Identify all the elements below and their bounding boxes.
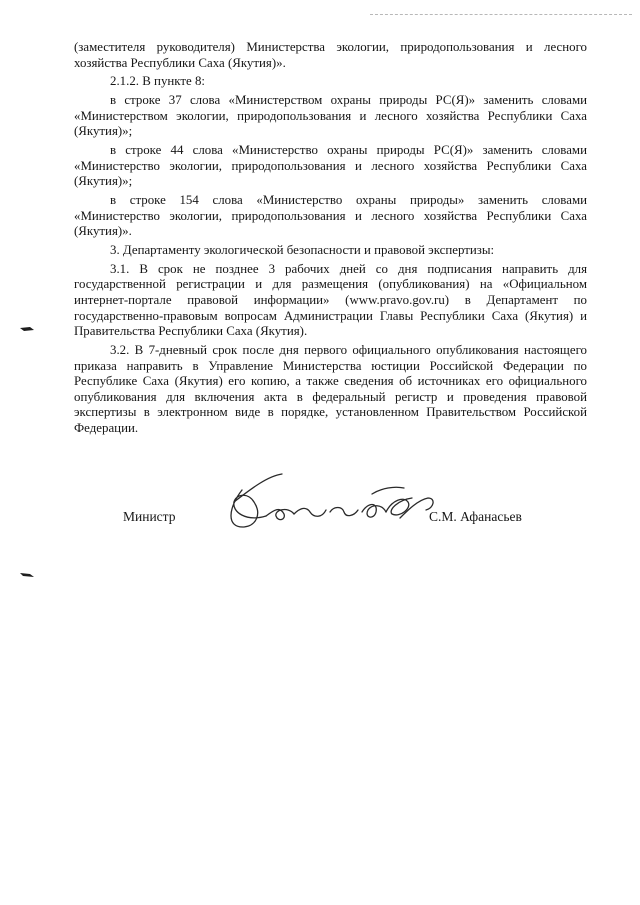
paragraph-clause-2-1-2: 2.1.2. В пункте 8: [110,74,205,89]
signatory-title: Министр [123,509,176,524]
paragraph-clause-3-2: 3.2. В 7-дневный срок после дня первого официального опубликования настоящего приказа направить в Управление Министерства юстиции Российской Федерации по Республике Саха (Якутия) его копию, а также сведения об источниках его официального опубликования для включения акта в федеральный регистр и проведения правовой экспертизы в электронном виде в порядке, установленном Правительством Российской Федерации. [74,343,587,435]
paragraph-line-44: в строке 44 слова «Министерство охраны природы РС(Я)» заменить словами «Министерство экологии, природопользования и лесного хозяйства Республики Саха (Якутия)»; [74,143,587,189]
signature-block [0,509,640,539]
signatory-name: С.М. Афанасьев [429,509,522,524]
margin-punch-mark [20,326,34,332]
paragraph-line-154: в строке 154 слова «Министерство охраны природы» заменить словами «Министерство экологии, природопользования и лесного хозяйства Республики Саха (Якутия)». [74,193,587,239]
margin-punch-mark [20,572,34,578]
scan-edge-line [370,14,632,15]
paragraph-clause-3: 3. Департаменту экологической безопасности и правовой экспертизы: [110,243,495,258]
paragraph-continuation: (заместителя руководителя) Министерства экологии, природопользования и лесного хозяйства Республики Саха (Якутия)». [74,40,587,70]
paragraph-clause-3-1: 3.1. В срок не позднее 3 рабочих дней со дня подписания направить для государственной регистрации и для размещения (опубликования) на «Официальном интернет-портале правовой информации» (www.pravo.gov.ru) в Департамент по государственно-правовым вопросам Администрации Главы Республики Саха (Якутия) и Правительства Республики Саха (Якутия). [74,261,587,339]
paragraph-line-37: в строке 37 слова «Министерством охраны природы РС(Я)» заменить словами «Министерством экологии, природопользования и лесного хозяйства Республики Саха (Якутия)»; [74,93,587,139]
document-body [74,40,587,440]
